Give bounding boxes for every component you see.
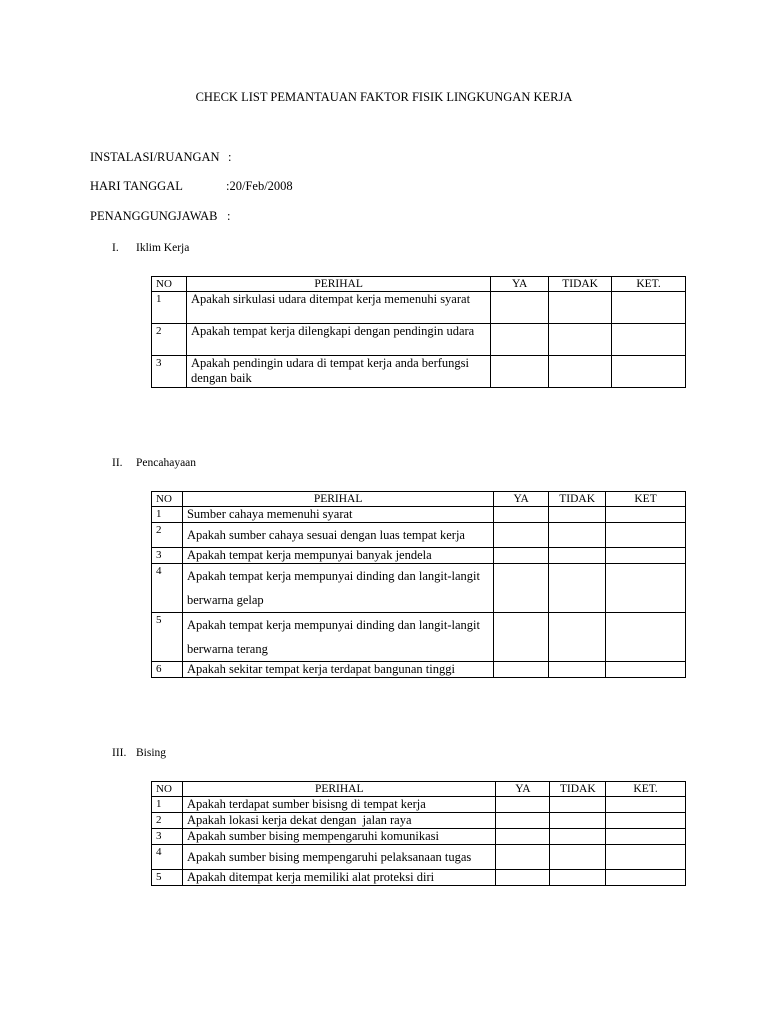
checkbox-ya[interactable] <box>496 829 550 845</box>
ket-cell[interactable] <box>606 829 686 845</box>
column-header-ket: KET. <box>612 277 686 292</box>
document-title: CHECK LIST PEMANTAUAN FAKTOR FISIK LINGKUNGAN KERJA <box>195 90 573 104</box>
table-header-row <box>152 492 686 507</box>
checkbox-ya[interactable] <box>494 507 549 523</box>
field-value-instalasi: : <box>228 150 232 164</box>
table-row <box>152 507 686 523</box>
row-number: 1 <box>152 797 183 813</box>
checkbox-ya[interactable] <box>494 548 549 564</box>
table-pencahayaan <box>151 491 686 678</box>
table-row <box>152 870 686 886</box>
ket-cell[interactable] <box>606 548 686 564</box>
checkbox-ya[interactable] <box>496 870 550 886</box>
table-row <box>152 829 686 845</box>
ket-cell[interactable] <box>612 324 686 356</box>
ket-cell[interactable] <box>606 845 686 870</box>
row-perihal: Apakah tempat kerja mempunyai banyak jendela <box>182 548 493 564</box>
ket-cell[interactable] <box>606 564 686 613</box>
field-label-hari-tanggal: HARI TANGGAL <box>90 179 183 193</box>
table-header-row <box>152 277 686 292</box>
checkbox-tidak[interactable] <box>549 507 606 523</box>
section-heading-bising <box>112 747 166 759</box>
checkbox-ya[interactable] <box>496 797 550 813</box>
column-header-perihal: PERIHAL <box>186 277 490 292</box>
column-header-no: NO <box>152 782 183 797</box>
row-perihal: Apakah sumber bising mempengaruhi komunikasi <box>182 829 496 845</box>
table-row <box>152 324 686 356</box>
checkbox-tidak[interactable] <box>549 292 612 324</box>
column-header-ya: YA <box>496 782 550 797</box>
table-row <box>152 356 686 388</box>
row-perihal: Apakah lokasi kerja dekat dengan jalan raya <box>182 813 496 829</box>
table-row <box>152 613 686 662</box>
column-header-no: NO <box>152 492 183 507</box>
row-number: 3 <box>152 548 183 564</box>
ket-cell[interactable] <box>612 356 686 388</box>
column-header-ket: KET. <box>606 782 686 797</box>
checkbox-ya[interactable] <box>496 813 550 829</box>
checkbox-tidak[interactable] <box>550 829 606 845</box>
checkbox-tidak[interactable] <box>549 548 606 564</box>
section-name: Iklim Kerja <box>136 242 190 254</box>
row-perihal: Apakah terdapat sumber bisisng di tempat kerja <box>182 797 496 813</box>
column-header-perihal: PERIHAL <box>182 492 493 507</box>
row-number: 3 <box>152 829 183 845</box>
column-header-tidak: TIDAK <box>549 492 606 507</box>
row-perihal: Apakah sumber cahaya sesuai dengan luas tempat kerja <box>182 523 493 548</box>
row-number: 1 <box>152 292 187 324</box>
table-row <box>152 813 686 829</box>
ket-cell[interactable] <box>606 507 686 523</box>
row-number: 2 <box>152 324 187 356</box>
checkbox-tidak[interactable] <box>550 845 606 870</box>
row-perihal: Apakah pendingin udara di tempat kerja anda berfungsi dengan baik <box>186 356 490 388</box>
checkbox-ya[interactable] <box>494 564 549 613</box>
row-perihal: Apakah tempat kerja mempunyai dinding dan langit-langit berwarna gelap <box>182 564 493 613</box>
ket-cell[interactable] <box>606 662 686 678</box>
section-heading-pencahayaan <box>112 457 196 469</box>
row-number: 5 <box>152 613 183 662</box>
checkbox-ya[interactable] <box>494 523 549 548</box>
row-number: 5 <box>152 870 183 886</box>
field-value-penanggungjawab: : <box>227 209 231 223</box>
ket-cell[interactable] <box>606 797 686 813</box>
column-header-ya: YA <box>494 492 549 507</box>
row-perihal: Sumber cahaya memenuhi syarat <box>182 507 493 523</box>
row-number: 4 <box>152 564 183 613</box>
column-header-no: NO <box>152 277 187 292</box>
ket-cell[interactable] <box>606 813 686 829</box>
checkbox-ya[interactable] <box>491 292 549 324</box>
table-bising <box>151 781 686 886</box>
field-value-hari-tanggal: :20/Feb/2008 <box>226 179 293 193</box>
ket-cell[interactable] <box>612 292 686 324</box>
table-row <box>152 564 686 613</box>
section-heading-iklim-kerja <box>112 242 189 254</box>
checkbox-ya[interactable] <box>496 845 550 870</box>
table-row <box>152 845 686 870</box>
section-name: Pencahayaan <box>136 457 197 469</box>
row-number: 4 <box>152 845 183 870</box>
table-row <box>152 797 686 813</box>
table-row <box>152 548 686 564</box>
row-perihal: Apakah ditempat kerja memiliki alat proteksi diri <box>182 870 496 886</box>
table-header-row <box>152 782 686 797</box>
column-header-ya: YA <box>491 277 549 292</box>
checkbox-tidak[interactable] <box>550 870 606 886</box>
checkbox-tidak[interactable] <box>550 813 606 829</box>
checkbox-ya[interactable] <box>494 613 549 662</box>
row-number: 2 <box>152 813 183 829</box>
ket-cell[interactable] <box>606 613 686 662</box>
section-name: Bising <box>136 747 167 759</box>
row-perihal: Apakah tempat kerja mempunyai dinding dan langit-langit berwarna terang <box>182 613 493 662</box>
field-label-penanggungjawab: PENANGGUNGJAWAB <box>90 209 218 223</box>
row-number: 6 <box>152 662 183 678</box>
ket-cell[interactable] <box>606 870 686 886</box>
column-header-tidak: TIDAK <box>549 277 612 292</box>
checkbox-tidak[interactable] <box>549 324 612 356</box>
checkbox-tidak[interactable] <box>549 356 612 388</box>
section-number: III. <box>112 747 127 759</box>
table-iklim-kerja <box>151 276 686 388</box>
row-number: 1 <box>152 507 183 523</box>
table-row <box>152 292 686 324</box>
checkbox-ya[interactable] <box>491 324 549 356</box>
checkbox-tidak[interactable] <box>549 613 606 662</box>
column-header-ket: KET <box>606 492 686 507</box>
section-number: II. <box>112 457 123 469</box>
section-number: I. <box>112 242 119 254</box>
column-header-tidak: TIDAK <box>550 782 606 797</box>
row-number: 3 <box>152 356 187 388</box>
checkbox-ya[interactable] <box>494 662 549 678</box>
checkbox-tidak[interactable] <box>550 797 606 813</box>
checkbox-ya[interactable] <box>491 356 549 388</box>
row-number: 2 <box>152 523 183 548</box>
field-label-instalasi: INSTALASI/RUANGAN <box>90 150 220 164</box>
ket-cell[interactable] <box>606 523 686 548</box>
column-header-perihal: PERIHAL <box>182 782 496 797</box>
row-perihal: Apakah sekitar tempat kerja terdapat bangunan tinggi <box>182 662 493 678</box>
table-row <box>152 662 686 678</box>
checkbox-tidak[interactable] <box>549 564 606 613</box>
row-perihal: Apakah tempat kerja dilengkapi dengan pendingin udara <box>186 324 490 356</box>
checkbox-tidak[interactable] <box>549 523 606 548</box>
checkbox-tidak[interactable] <box>549 662 606 678</box>
row-perihal: Apakah sumber bising mempengaruhi pelaksanaan tugas <box>182 845 496 870</box>
row-perihal: Apakah sirkulasi udara ditempat kerja memenuhi syarat <box>186 292 490 324</box>
table-row <box>152 523 686 548</box>
